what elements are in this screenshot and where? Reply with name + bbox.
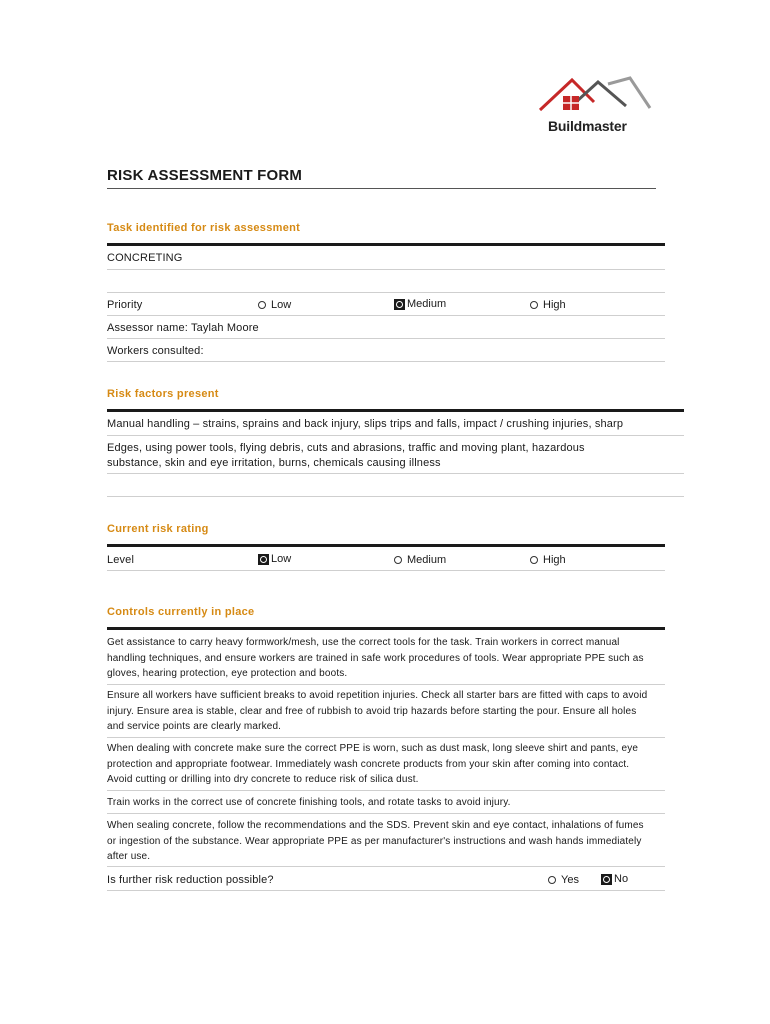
risk-factors-line-2[interactable]: Edges, using power tools, flying debris, cuts and abrasions, traffic and moving plant, hazardous	[107, 442, 585, 454]
control-paragraph-2[interactable]: Ensure all workers have sufficient breaks to avoid repetition injuries. Check all starter bars are fitted with caps to avoid injury. Ensure area is stable, clear and free of rubbish to avoid trip hazards before starting the pour. Ensure all holes and service points are clearly marked.	[107, 690, 648, 732]
level-option-medium-label: Medium	[407, 554, 447, 566]
further-line	[107, 890, 665, 891]
section-heading-task: Task identified for risk assessment	[107, 222, 301, 234]
assessor-line	[107, 338, 665, 339]
priority-line	[107, 315, 665, 316]
assessor-name[interactable]: Assessor name: Taylah Moore	[107, 322, 259, 334]
title-underline	[107, 188, 656, 189]
form-title: RISK ASSESSMENT FORM	[107, 167, 303, 184]
priority-option-high-label: High	[543, 299, 566, 311]
control-divider-3	[107, 790, 665, 791]
task-line-2	[107, 292, 665, 293]
priority-option-medium[interactable]	[394, 298, 446, 310]
section-rule-task	[107, 243, 665, 246]
risk-factors-divider	[107, 435, 684, 436]
further-option-no[interactable]	[601, 873, 628, 885]
brand-name: Buildmaster	[548, 118, 627, 134]
workers-consulted[interactable]: Workers consulted:	[107, 345, 204, 357]
priority-label: Priority	[107, 299, 143, 311]
control-divider-1	[107, 684, 665, 685]
control-paragraph-3[interactable]: When dealing with concrete make sure the correct PPE is worn, such as dust mask, long sleeve shirt and pants, eye protection and appropriate footwear. Immediately wash concrete products from your skin after coming into contact. Avoid cutting or drilling into dry concrete to reduce risk of silica dust.	[107, 743, 639, 785]
risk-factors-line-end-2	[107, 496, 684, 497]
section-heading-risk-factors: Risk factors present	[107, 388, 219, 400]
level-option-high-label: High	[543, 554, 566, 566]
level-option-medium[interactable]	[394, 554, 446, 566]
radio-selected-icon	[394, 299, 405, 310]
task-line-1	[107, 269, 665, 270]
priority-option-high[interactable]	[530, 299, 566, 311]
control-paragraph-5[interactable]: When sealing concrete, follow the recommendations and the SDS. Prevent skin and eye contact, inhalations of fumes or ingestion of the substance. Wear appropriate PPE as per manufacturer's instructions and wash hands immediately after use.	[107, 820, 644, 862]
section-heading-current-rating: Current risk rating	[107, 523, 209, 535]
control-divider-5	[107, 866, 665, 867]
further-reduction-label: Is further risk reduction possible?	[107, 874, 274, 886]
radio-icon	[394, 556, 402, 564]
control-paragraph-4[interactable]: Train works in the correct use of concrete finishing tools, and rotate tasks to avoid injury.	[107, 797, 511, 808]
level-line	[107, 570, 665, 571]
section-rule-risk-factors	[107, 409, 684, 412]
brand-logo	[536, 72, 656, 138]
level-option-low[interactable]	[258, 553, 291, 565]
priority-option-low-label: Low	[271, 299, 292, 311]
radio-icon	[548, 876, 556, 884]
house-roof-logo-icon	[536, 72, 656, 118]
priority-option-low[interactable]	[258, 299, 291, 311]
further-option-yes-label: Yes	[561, 874, 579, 886]
risk-factors-line-end-1	[107, 473, 684, 474]
level-option-low-label: Low	[271, 553, 292, 565]
risk-factors-line-1[interactable]: Manual handling – strains, sprains and back injury, slips trips and falls, impact / crushing injuries, sharp	[107, 418, 624, 430]
section-rule-current-rating	[107, 544, 665, 547]
level-label: Level	[107, 554, 135, 566]
control-paragraph-1[interactable]: Get assistance to carry heavy formwork/mesh, use the correct tools for the task. Train workers in correct manual handling techniques, and ensure workers are trained in safe work procedures of tools. Wear appropriate PPE such as gloves, hearing protection, eye protection and boots.	[107, 637, 644, 679]
radio-selected-icon	[601, 874, 612, 885]
risk-factors-line-3[interactable]: substance, skin and eye irritation, burns, chemicals causing illness	[107, 457, 441, 469]
control-divider-4	[107, 813, 665, 814]
further-option-yes[interactable]	[548, 874, 579, 886]
radio-icon	[530, 301, 538, 309]
workers-line	[107, 361, 665, 362]
task-value[interactable]: CONCRETING	[107, 252, 183, 264]
control-divider-2	[107, 737, 665, 738]
radio-icon	[530, 556, 538, 564]
section-heading-controls: Controls currently in place	[107, 606, 255, 618]
section-rule-controls	[107, 627, 665, 630]
radio-icon	[258, 301, 266, 309]
radio-selected-icon	[258, 554, 269, 565]
priority-option-medium-label: Medium	[407, 298, 447, 310]
further-option-no-label: No	[614, 873, 629, 885]
level-option-high[interactable]	[530, 554, 566, 566]
